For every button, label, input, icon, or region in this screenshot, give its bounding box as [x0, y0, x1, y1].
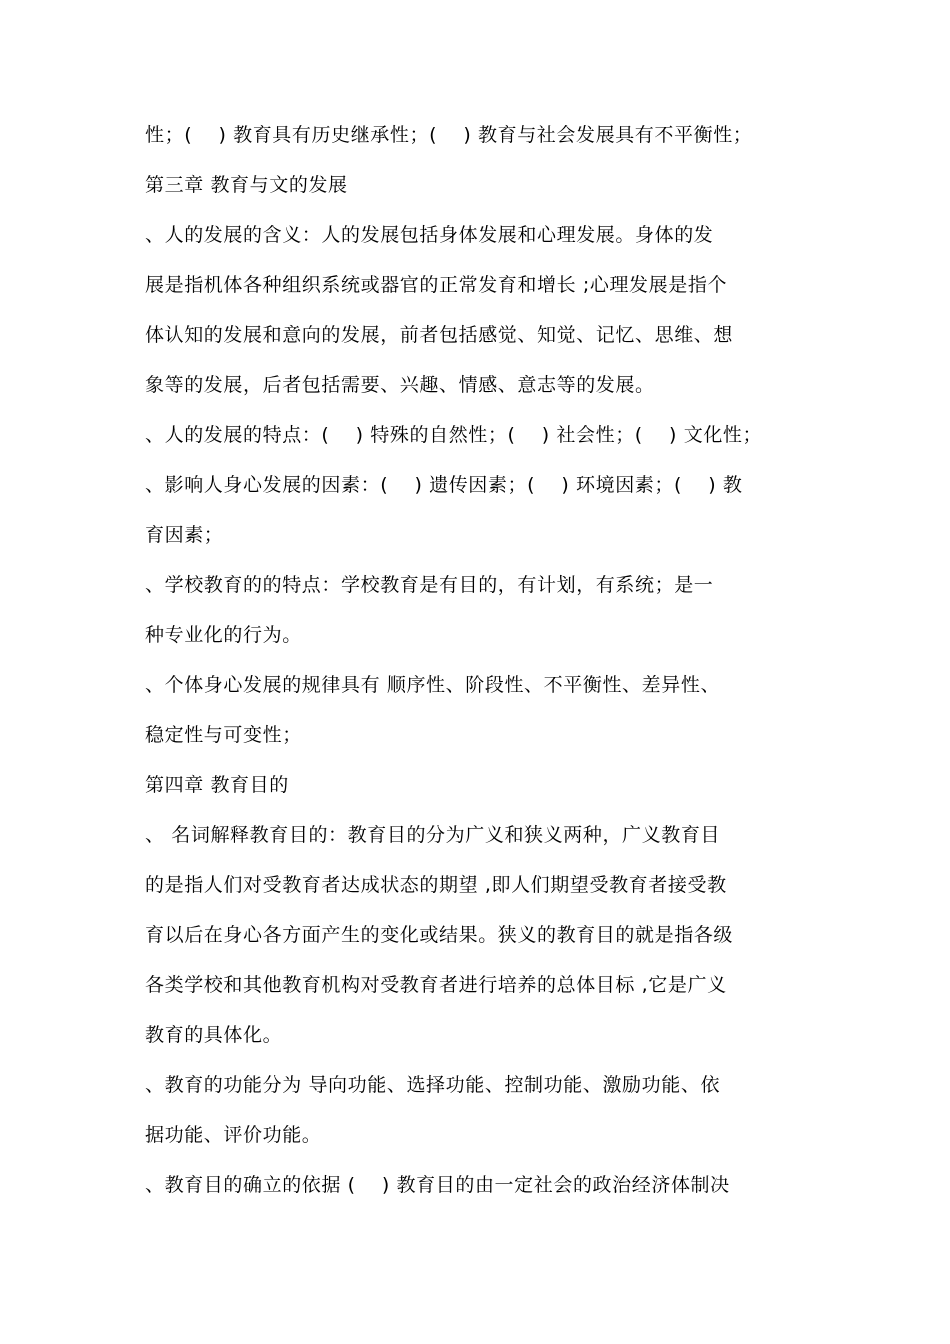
text-line: 性；( ) 教育具有历史继承性；( ) 教育与社会发展具有不平衡性； — [145, 124, 753, 146]
text-line: 种专业化的行为。 — [145, 624, 302, 646]
text-line: 据功能、评价功能。 — [145, 1124, 322, 1146]
text-line: 象等的发展，后者包括需要、兴趣、情感、意志等的发展。 — [145, 374, 655, 396]
text-line: 、教育目的确立的依据 ( ) 教育目的由一定社会的政治经济体制决 — [145, 1174, 730, 1196]
text-line: 教育的具体化。 — [145, 1024, 283, 1046]
text-line: 育因素； — [145, 524, 224, 546]
text-line: 体认知的发展和意向的发展，前者包括感觉、知觉、记忆、思维、想 — [145, 324, 734, 346]
text-line: 、学校教育的的特点：学校教育是有目的，有计划，有系统；是一 — [145, 574, 714, 596]
text-line: 、 名词解释教育目的：教育目的分为广义和狭义两种，广义教育目 — [145, 824, 721, 846]
text-line: 展是指机体各种组织系统或器官的正常发育和增长 ;心理发展是指个 — [145, 274, 728, 296]
text-line: 育以后在身心各方面产生的变化或结果。狭义的教育目的就是指各级 — [145, 924, 734, 946]
text-line: 稳定性与可变性； — [145, 724, 302, 746]
text-line: 的是指人们对受教育者达成状态的期望 ,即人们期望受教育者接受教 — [145, 874, 727, 896]
chapter-heading: 第三章 教育与文的发展 — [145, 174, 348, 196]
chapter-heading: 第四章 教育目的 — [145, 774, 289, 796]
text-line: 各类学校和其他教育机构对受教育者进行培养的总体目标 ,它是广义 — [145, 974, 727, 996]
text-line: 、人的发展的含义：人的发展包括身体发展和心理发展。身体的发 — [145, 224, 714, 246]
text-line: 、人的发展的特点：( ) 特殊的自然性；( ) 社会性；( ) 文化性； — [145, 424, 763, 446]
text-line: 、教育的功能分为 导向功能、选择功能、控制功能、激励功能、依 — [145, 1074, 721, 1096]
text-line: 、个体身心发展的规律具有 顺序性、阶段性、不平衡性、差异性、 — [145, 674, 721, 696]
text-line: 、影响人身心发展的因素：( ) 遗传因素；( ) 环境因素；( ) 教 — [145, 474, 743, 496]
